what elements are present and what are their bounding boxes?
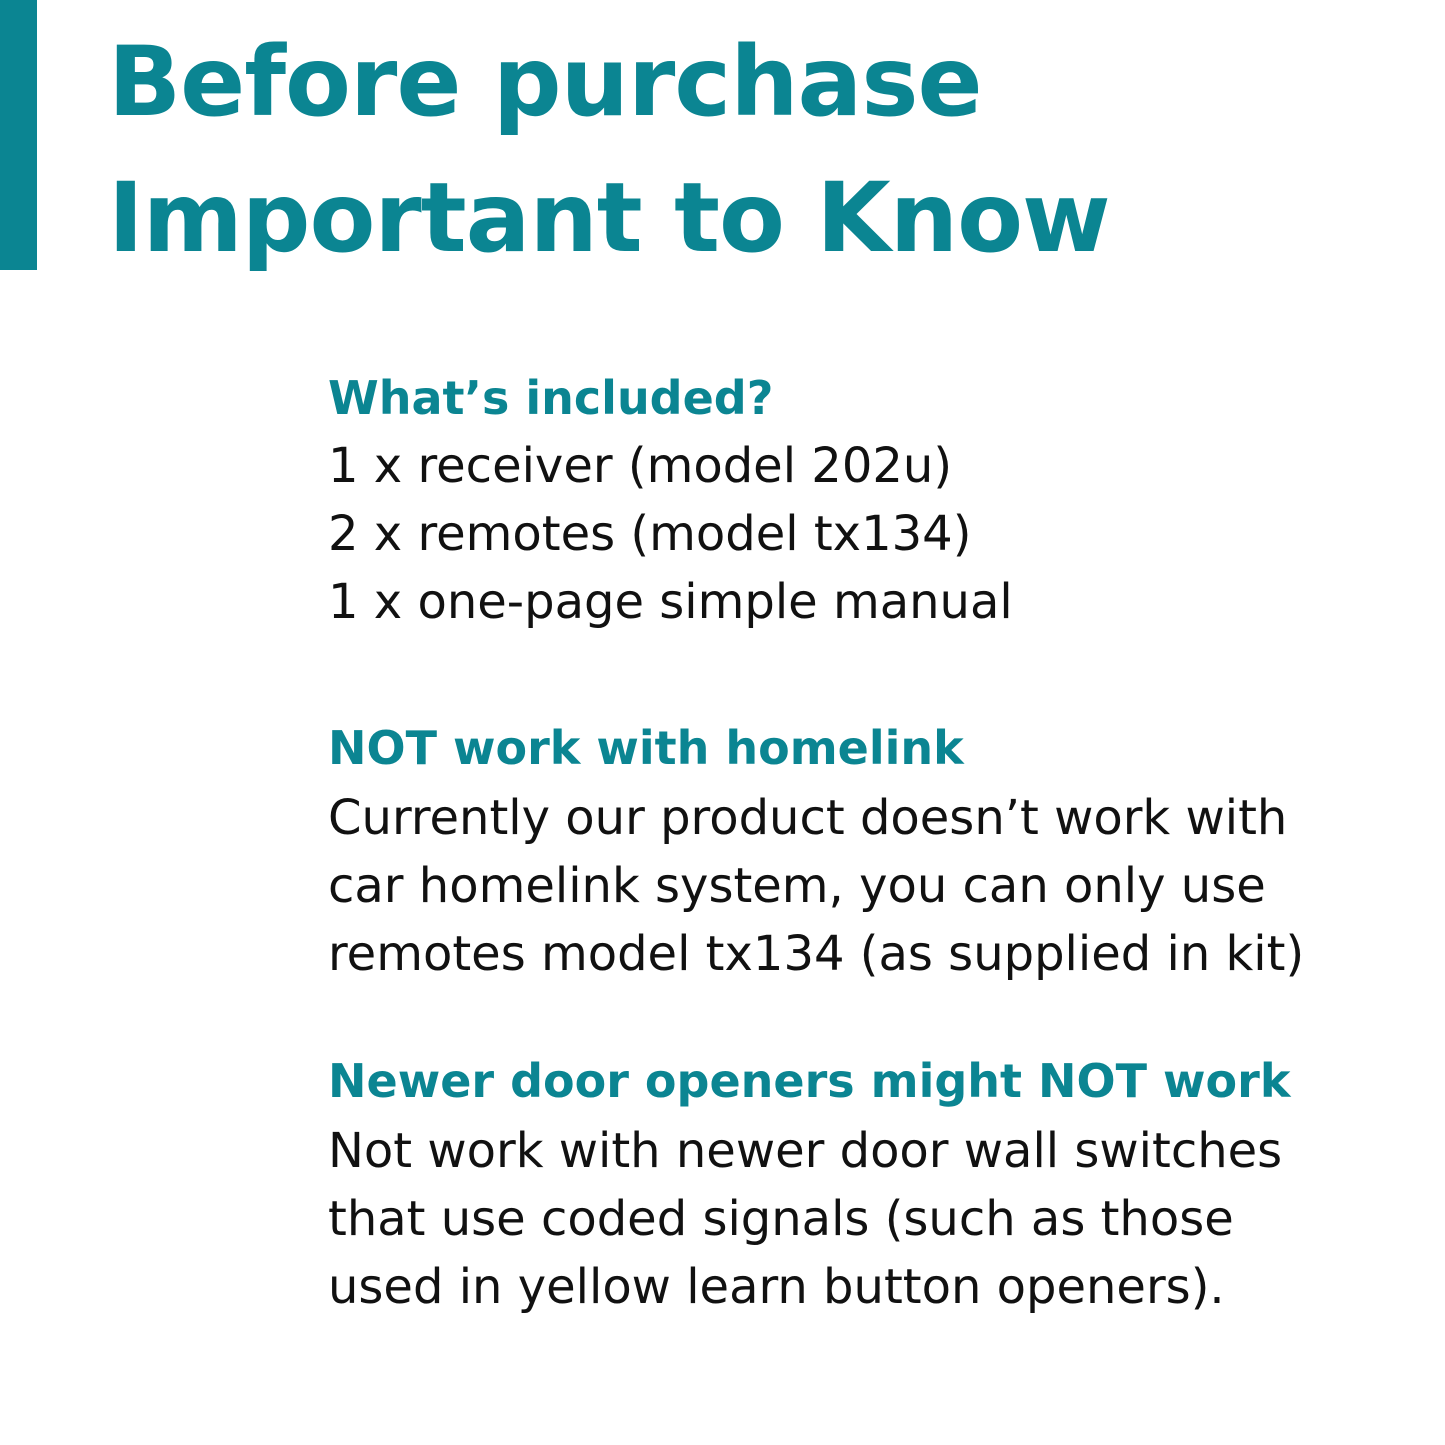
- included-item: 2 x remotes (model tx134): [328, 506, 972, 562]
- body-text-line: used in yellow learn button openers).: [328, 1259, 1225, 1315]
- section-newer-openers: [328, 1053, 1428, 1321]
- body-text-line: remotes model tx134 (as supplied in kit): [328, 926, 1305, 982]
- page-title-line-1: Before purchase: [108, 26, 982, 138]
- body-text-line: car homelink system, you can only use: [328, 858, 1266, 914]
- section-homelink: [328, 720, 1428, 988]
- section-whats-included: [328, 370, 1428, 636]
- section-heading: What’s included?: [328, 371, 774, 425]
- body-text-line: Not work with newer door wall switches: [328, 1123, 1283, 1179]
- body-text-line: Currently our product doesn’t work with: [328, 790, 1288, 846]
- page-title-line-2: Important to Know: [108, 162, 1110, 274]
- accent-bar: [0, 0, 37, 270]
- body-text-line: that use coded signals (such as those: [328, 1191, 1234, 1247]
- section-heading: Newer door openers might NOT work: [328, 1054, 1291, 1108]
- included-item: 1 x receiver (model 202u): [328, 438, 953, 494]
- section-heading: NOT work with homelink: [328, 721, 964, 775]
- included-item: 1 x one-page simple manual: [328, 574, 1013, 630]
